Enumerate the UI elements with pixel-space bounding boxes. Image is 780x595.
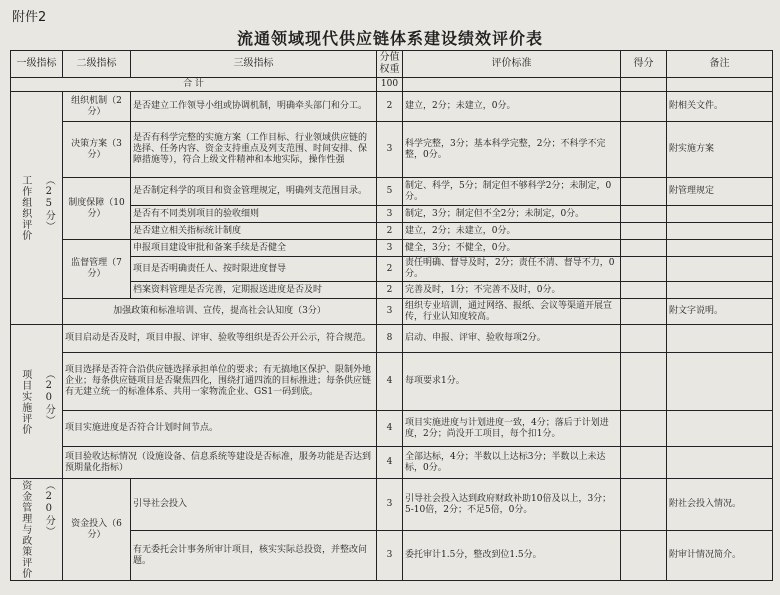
table-row: 监督管理（7分） 申报项目建设审批和备案手续是否健全 3 健全，3分；不健全，0分。: [11, 240, 773, 257]
table-row: 项目实施进度是否符合计划时间节点。 4 项目实施进度与计划进度一致，4分；落后于计划进度，2分；尚没开工项目，每个扣1分。: [11, 411, 773, 447]
table-row: 资金管理与政策评价 （20分） 资金投入（6分） 引导社会投入 3 引导社会投入达到政府财政补助10倍及以上，3分；5-10倍，2分；不足5倍，0分。 附社会投入情况。: [11, 479, 773, 531]
total-row: [11, 78, 773, 92]
header-row: [11, 51, 773, 78]
table-row: 决策方案（3分） 是否有科学完整的实施方案（工作目标、行业领域供应链的选择、任务内容、资金支持重点及列支范围、时间安排、保障措施等），符合上级文件精神和本地实际，操作性强 3 科学完整，3分；基本科学完整，2分；不科学不完整，0分。 附实施方案: [11, 122, 773, 178]
table-row: 加强政策和标准培训、宣传，提高社会认知度（3分） 3 组织专业培训，通过网络、报纸、会议等渠道开展宣传，行业认知度较高。 附文字说明。: [11, 299, 773, 325]
header-criteria: 评价标准: [403, 51, 621, 78]
table-row: 工作组织评价 （25分） 组织机制（2分） 是否建立工作领导小组或协调机制，明确牵头部门和分工。 2 建立，2分；未建立，0分。 附相关文件。: [11, 92, 773, 122]
header-level2: 二级指标: [63, 51, 131, 78]
header-level1: 一级指标: [11, 51, 63, 78]
group-work-organization: 工作组织评价 （25分）: [11, 92, 63, 325]
header-weight: 分值权重: [377, 51, 403, 78]
table-row: 项目实施评价 （20分） 项目启动是否及时，项目申报、评审、验收等组织是否公开公示，符合规范。 8 启动、申报、评审、验收每项2分。: [11, 325, 773, 353]
header-note: 备注: [667, 51, 773, 78]
evaluation-table: [10, 50, 773, 581]
table-row: 项目验收达标情况（设施设备、信息系统等建设是否标准，服务功能是否达到预期量化指标） 4 全部达标，4分；半数以上达标3分；半数以上未达标，0分。: [11, 447, 773, 479]
table-row: 制度保障（10分） 是否制定科学的项目和资金管理规定，明确列支范围目录。 5 制定、科学，5分；制定但不够科学2分；未制定，0分。 附管理规定: [11, 178, 773, 206]
table-row: 档案资料管理是否完善，定期报送进度是否及时 2 完善及时，1分；不完善不及时，0分。: [11, 282, 773, 299]
attachment-label: 附件2: [12, 10, 47, 25]
table-row: 项目是否明确责任人、按时限进度督导 2 责任明确、督导及时，2分；责任不清、督导不力，0分。: [11, 257, 773, 282]
header-score: 得分: [621, 51, 667, 78]
table-row: 是否有不同类别项目的验收细则 3 制定，3分；制定但不全2分；未制定，0分。: [11, 206, 773, 223]
table-row: 项目选择是否符合沿供应链选择承担单位的要求；有无搞地区保护、限制外地企业；每条供应链项目是否聚焦四化，围绕打通四流的目标推进；每条供应链有无建立统一的标准体系、共用一家物流企业、GS1一码到底。 4 每项要求1分。: [11, 353, 773, 411]
document-title: 流通领域现代供应链体系建设绩效评价表: [236, 29, 543, 48]
table-row: 是否建立相关指标统计制度 2 建立，2分；未建立，0分。: [11, 223, 773, 240]
header-level3: 三级指标: [131, 51, 377, 78]
group-fund-management: 资金管理与政策评价 （20分）: [11, 479, 63, 581]
total-label: 合 计: [11, 78, 377, 92]
group-project-implementation: 项目实施评价 （20分）: [11, 325, 63, 479]
total-value: 100: [377, 78, 403, 92]
table-row: 有无委托会计事务所审计项目，核实实际总投资，并整改问题。 3 委托审计1.5分，整改到位1.5分。 附审计情况简介。: [11, 531, 773, 581]
